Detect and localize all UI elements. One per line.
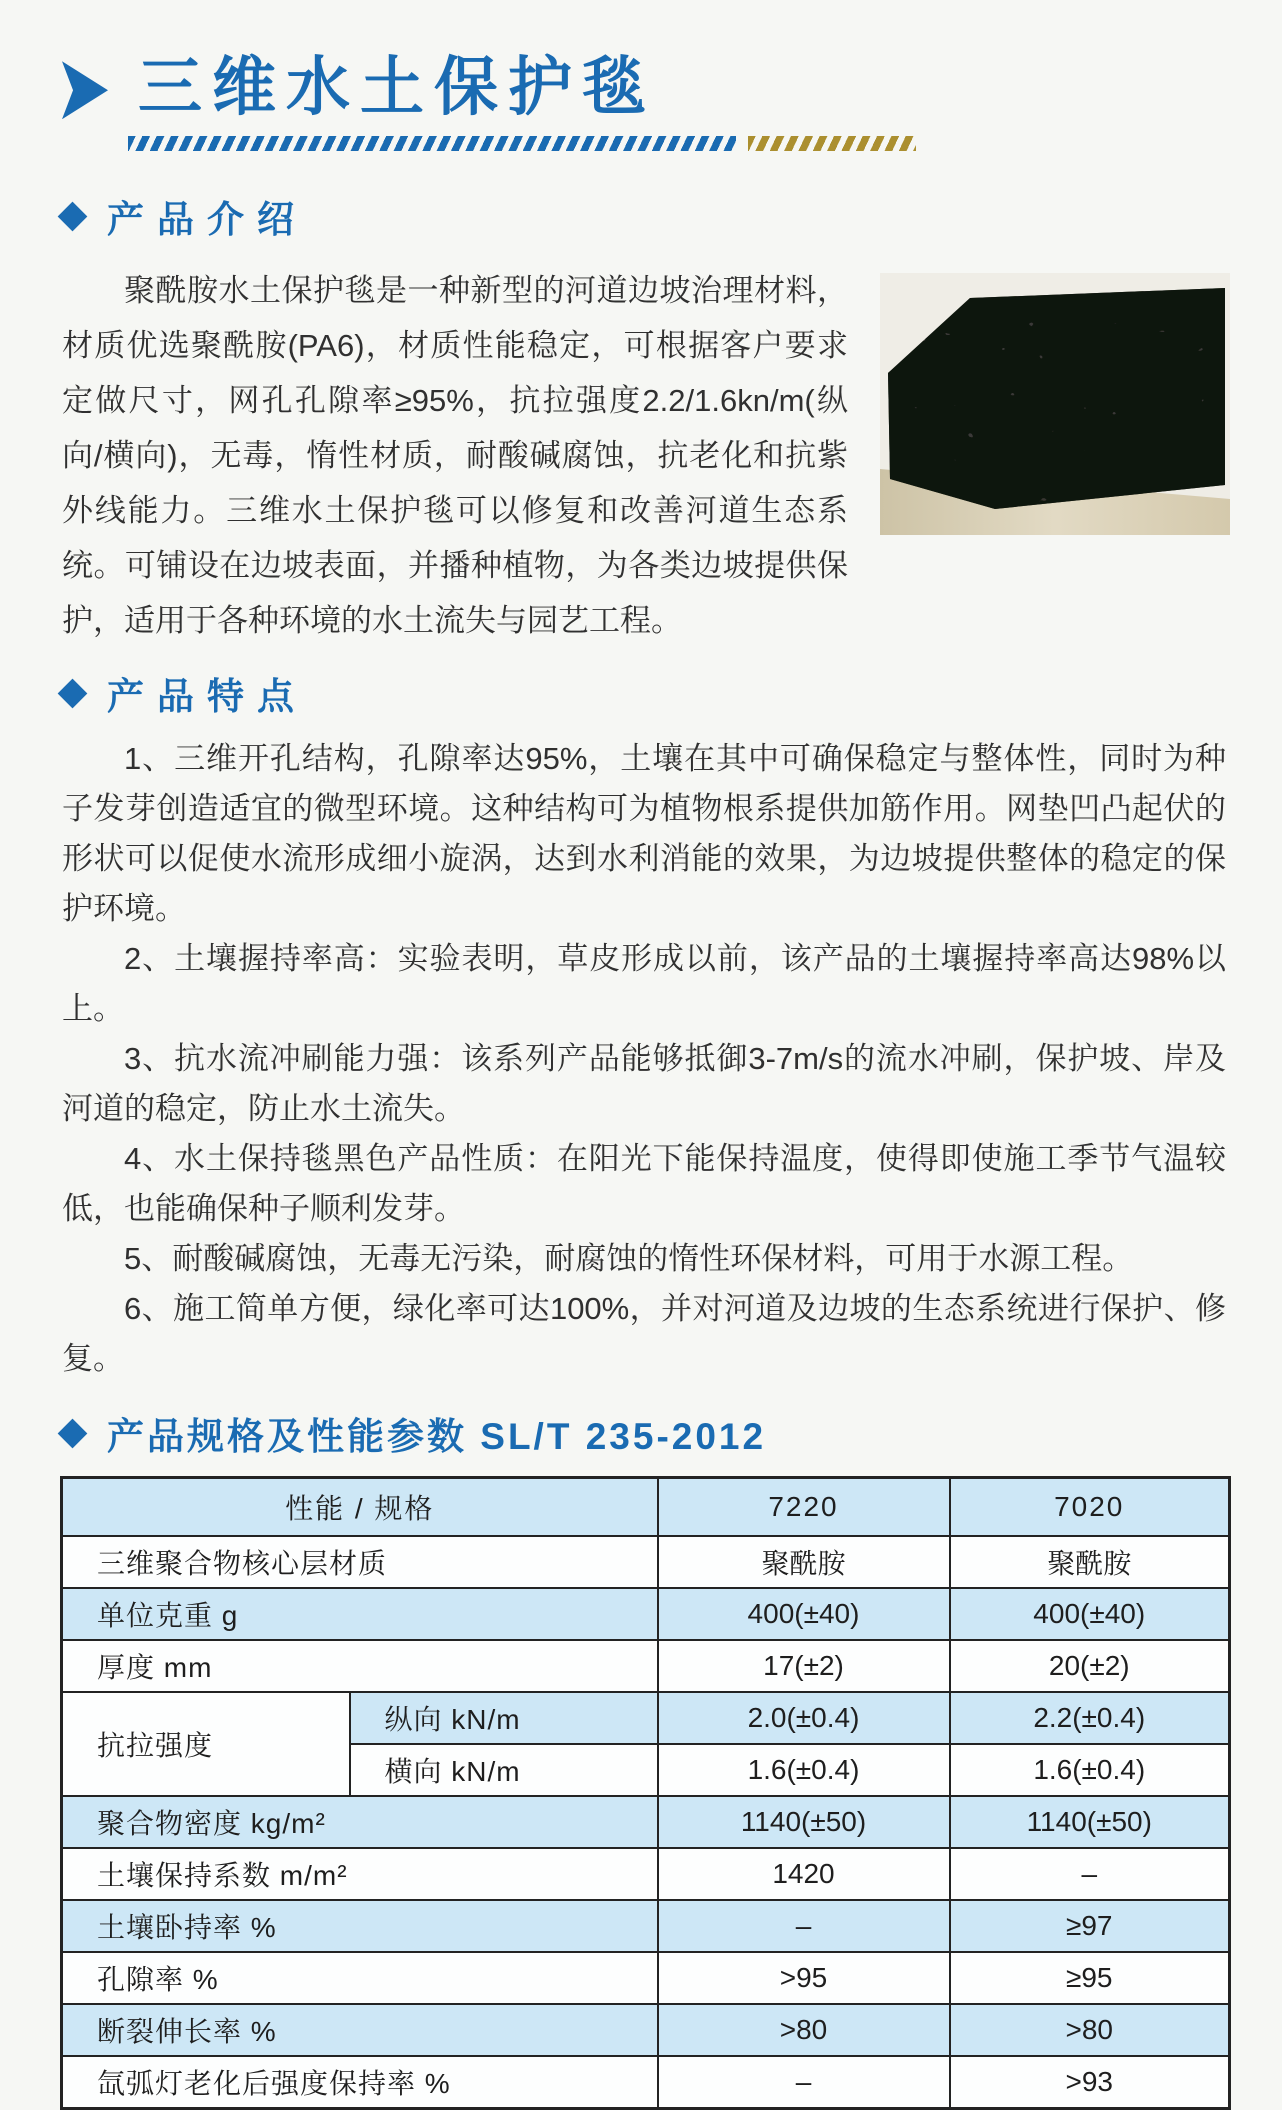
feature-item: 3、抗水流冲刷能力强：该系列产品能够抵御3-7m/s的流水冲刷，保护坡、岸及河道的稳定，防止水土流失。 [62,1041,1226,1127]
table-row [62,1536,1230,1588]
stripe-blue-segment [128,136,736,151]
row-value-7020: ≥95 [950,1952,1230,2004]
row-value-7020: – [950,1848,1230,1900]
row-value-7020: >80 [950,2004,1230,2056]
table-header-row [62,1478,1230,1537]
decorative-stripe-band [128,136,1282,151]
row-value-7220: 400(±40) [658,1588,950,1640]
row-group-label: 抗拉强度 [62,1692,350,1796]
table-row [62,1796,1230,1848]
row-value-7220: – [658,1900,950,1952]
stripe-gold-segment [748,136,916,151]
row-value-7220: 2.0(±0.4) [658,1692,950,1744]
arrow-right-icon [62,61,108,119]
row-label: 单位克重 g [62,1588,658,1640]
page-title: 三维水土保护毯 [138,51,656,123]
header-cell-property: 性能 / 规格 [62,1478,658,1537]
row-value-7220: 1420 [658,1848,950,1900]
specs-heading: 产品规格及性能参数 SL/T 235-2012 [107,1416,767,1458]
row-value-7020: 1.6(±0.4) [950,1744,1230,1796]
row-value-7020: 聚酰胺 [950,1536,1230,1588]
row-value-7020: 20(±2) [950,1640,1230,1692]
row-value-7020: ≥97 [950,1900,1230,1952]
intro-block [62,263,1230,648]
product-photo [880,273,1230,535]
feature-item: 2、土壤握持率高：实验表明，草皮形成以前，该产品的土壤握持率高达98%以上。 [62,941,1226,1027]
row-value-7220: 聚酰胺 [658,1536,950,1588]
table-row-tensile-longitudinal [62,1692,1230,1744]
row-value-7020: >93 [950,2056,1230,2109]
diamond-icon [58,202,88,232]
features-heading: 产品特点 [107,676,307,718]
row-sub-label: 纵向 kN/m [350,1692,658,1744]
feature-item: 6、施工简单方便，绿化率可达100%，并对河道及边坡的生态系统进行保护、修复。 [62,1291,1226,1377]
row-value-7020: 1140(±50) [950,1796,1230,1848]
row-value-7220: >80 [658,2004,950,2056]
feature-item: 4、水土保持毯黑色产品性质：在阳光下能保持温度，使得即使施工季节气温较低，也能确保种子顺利发芽。 [62,1141,1226,1227]
table-row [62,2004,1230,2056]
table-row [62,1952,1230,2004]
diamond-icon [58,1419,88,1449]
table-row [62,1588,1230,1640]
row-label: 三维聚合物核心层材质 [62,1536,658,1588]
table-row [62,1900,1230,1952]
row-label: 孔隙率 % [62,1952,658,2004]
section-heading-intro [62,189,1282,243]
row-value-7020: 2.2(±0.4) [950,1692,1230,1744]
header-cell-7220: 7220 [658,1478,950,1537]
features-list [62,734,1226,1384]
row-label: 断裂伸长率 % [62,2004,658,2056]
section-heading-features [62,666,1282,720]
row-value-7220: >95 [658,1952,950,2004]
row-sub-label: 横向 kN/m [350,1744,658,1796]
intro-heading: 产品介绍 [107,199,307,241]
section-heading-specs [62,1406,1282,1460]
row-value-7220: 1.6(±0.4) [658,1744,950,1796]
feature-item: 1、三维开孔结构，孔隙率达95%，土壤在其中可确保稳定与整体性，同时为种子发芽创造适宜的微型环境。这种结构可为植物根系提供加筋作用。网垫凹凸起伏的形状可以促使水流形成细小旋涡，达到水利消能的效果，为边坡提供整体的稳定的保护环境。 [62,741,1226,927]
header-cell-7020: 7020 [950,1478,1230,1537]
diamond-icon [58,679,88,709]
product-photo-mesh-graphic [880,273,1230,535]
row-label: 厚度 mm [62,1640,658,1692]
page-header [62,52,1282,122]
row-value-7220: 1140(±50) [658,1796,950,1848]
intro-paragraph: 聚酰胺水土保护毯是一种新型的河道边坡治理材料，材质优选聚酰胺(PA6)，材质性能稳定，可根据客户要求定做尺寸，网孔孔隙率≥95%，抗拉强度2.2/1.6kn/m(纵向/横向)，无毒，惰性材质，耐酸碱腐蚀，抗老化和抗紫外线能力。三维水土保护毯可以修复和改善河道生态系统。可铺设在边坡表面，并播种植物，为各类边坡提供保护，适用于各种环境的水土流失与园艺工程。 [62,273,848,639]
row-label: 氙弧灯老化后强度保持率 % [62,2056,658,2109]
table-row [62,2056,1230,2109]
row-value-7020: 400(±40) [950,1588,1230,1640]
row-value-7220: – [658,2056,950,2109]
feature-item: 5、耐酸碱腐蚀，无毒无污染，耐腐蚀的惰性环保材料，可用于水源工程。 [124,1241,1134,1277]
table-row [62,1848,1230,1900]
row-value-7220: 17(±2) [658,1640,950,1692]
table-row [62,1640,1230,1692]
spec-table [60,1476,1231,2110]
row-label: 聚合物密度 kg/m² [62,1796,658,1848]
row-label: 土壤卧持率 % [62,1900,658,1952]
row-label: 土壤保持系数 m/m² [62,1848,658,1900]
